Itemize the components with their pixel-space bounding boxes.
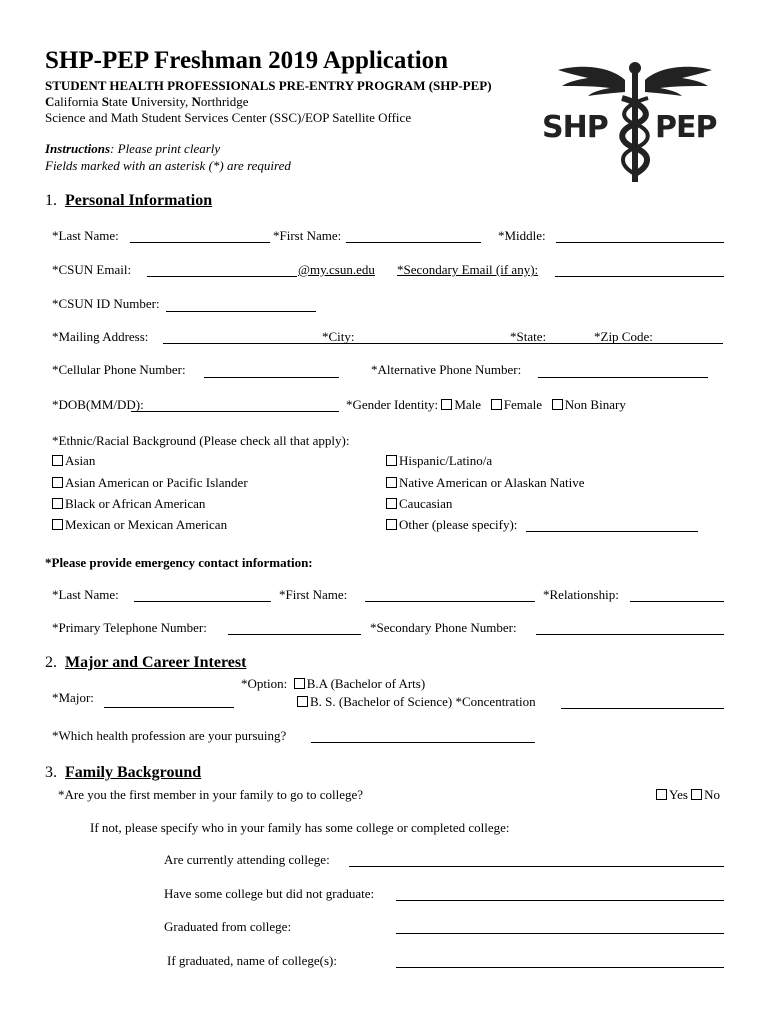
em-relationship-field[interactable] (630, 601, 724, 602)
cell-phone-label: *Cellular Phone Number: (52, 362, 186, 377)
em-relationship-label: *Relationship: (543, 587, 619, 602)
city-label: *City: (322, 329, 355, 344)
ethnic-option: Black or African American (52, 496, 205, 512)
zip-code-label: *Zip Code: (594, 329, 653, 344)
ethnic-checkbox[interactable] (52, 519, 63, 530)
yes-checkbox[interactable] (656, 789, 667, 800)
major-field[interactable] (104, 707, 234, 708)
ethnic-option: Native American or Alaskan Native (386, 475, 585, 491)
ethnic-checkbox[interactable] (386, 498, 397, 509)
em-secondary-phone-label: *Secondary Phone Number: (370, 620, 517, 635)
mailing-address-label: *Mailing Address: (52, 329, 149, 344)
ethnic-option: Caucasian (386, 496, 452, 512)
ethnic-checkbox[interactable] (52, 498, 63, 509)
section-3-heading: 3. Family Background (45, 764, 202, 781)
no-checkbox[interactable] (691, 789, 702, 800)
last-name-label: *Last Name: (52, 228, 119, 243)
university-name: California State University, Northridge (45, 94, 249, 109)
graduated-field[interactable] (396, 933, 724, 934)
program-name: STUDENT HEALTH PROFESSIONALS PRE-ENTRY PROGRAM (SHP-PEP) (45, 78, 492, 93)
csun-id-field[interactable] (166, 311, 316, 312)
some-college-field[interactable] (396, 900, 724, 901)
attending-field[interactable] (349, 866, 724, 867)
some-college-label: Have some college but did not graduate: (164, 886, 375, 901)
csun-email-field[interactable] (147, 276, 297, 277)
major-label: *Major: (52, 690, 94, 705)
secondary-email-label: *Secondary Email (if any): (397, 262, 539, 277)
em-first-name-label: *First Name: (279, 587, 348, 602)
alt-phone-field[interactable] (538, 377, 708, 378)
dob-field[interactable] (131, 411, 339, 412)
csun-email-label: *CSUN Email: (52, 262, 132, 277)
csun-id-label: *CSUN ID Number: (52, 296, 160, 311)
first-member-answer: Yes No (656, 787, 720, 803)
ethnic-checkbox[interactable] (386, 455, 397, 466)
ethnic-checkbox[interactable] (52, 455, 63, 466)
secondary-email-field[interactable] (555, 276, 724, 277)
em-primary-phone-field[interactable] (228, 634, 361, 635)
option-label: *Option: B.A (Bachelor of Arts) (241, 676, 426, 691)
ba-checkbox[interactable] (294, 678, 305, 689)
first-name-label: *First Name: (273, 228, 342, 243)
gender-identity: *Gender Identity: Male Female Non Binary (346, 397, 626, 412)
required-note: Fields marked with an asterisk (*) are required (45, 158, 291, 173)
dob-label: *DOB(MM/DD): (52, 397, 144, 412)
em-primary-phone-label: *Primary Telephone Number: (52, 620, 207, 635)
graduated-label: Graduated from college: (164, 919, 292, 934)
bs-option: B. S. (Bachelor of Science) *Concentration (297, 694, 536, 710)
ethnic-header: *Ethnic/Racial Background (Please check all that apply): (52, 433, 350, 448)
first-member-question: *Are you the first member in your family to go to college? (58, 787, 364, 802)
college-names-field[interactable] (396, 967, 724, 968)
ethnic-option: Other (please specify): (386, 517, 517, 533)
middle-label: *Middle: (498, 228, 546, 243)
alt-phone-label: *Alternative Phone Number: (371, 362, 522, 377)
logo-pep-text: PEP (655, 110, 717, 145)
gender-male-checkbox[interactable] (441, 399, 452, 410)
logo-shp-text: SHP (542, 110, 608, 145)
health-profession-label: *Which health profession are your pursuing? (52, 728, 287, 743)
em-secondary-phone-field[interactable] (536, 634, 724, 635)
ethnic-checkbox[interactable] (52, 477, 63, 488)
emergency-header: *Please provide emergency contact information: (45, 555, 313, 570)
ethnic-option: Asian (52, 453, 95, 469)
instructions: Instructions: Please print clearly (45, 141, 221, 156)
college-names-label: If graduated, name of college(s): (167, 953, 338, 968)
email-domain: @my.csun.edu (298, 262, 375, 277)
ethnic-other-field[interactable] (526, 531, 698, 532)
ethnic-option: Asian American or Pacific Islander (52, 475, 248, 491)
gender-female-checkbox[interactable] (491, 399, 502, 410)
section-2-heading: 2. Major and Career Interest (45, 654, 247, 671)
gender-nonbinary-checkbox[interactable] (552, 399, 563, 410)
ethnic-checkbox[interactable] (386, 477, 397, 488)
bs-checkbox[interactable] (297, 696, 308, 707)
cell-phone-field[interactable] (204, 377, 339, 378)
first-name-field[interactable] (346, 242, 481, 243)
state-label: *State: (510, 329, 547, 344)
concentration-field[interactable] (561, 708, 724, 709)
attending-label: Are currently attending college: (164, 852, 330, 867)
shp-pep-logo (540, 58, 730, 186)
middle-name-field[interactable] (556, 242, 724, 243)
em-first-name-field[interactable] (365, 601, 535, 602)
if-not-instruction: If not, please specify who in your family has some college or completed college: (90, 820, 510, 835)
office-name: Science and Math Student Services Center (SSC)/EOP Satellite Office (45, 110, 412, 125)
health-profession-field[interactable] (311, 742, 535, 743)
ethnic-checkbox[interactable] (386, 519, 397, 530)
last-name-field[interactable] (130, 242, 270, 243)
ethnic-option: Mexican or Mexican American (52, 517, 227, 533)
ethnic-option: Hispanic/Latino/a (386, 453, 492, 469)
em-last-name-label: *Last Name: (52, 587, 119, 602)
section-1-heading: 1. Personal Information (45, 192, 213, 209)
em-last-name-field[interactable] (134, 601, 271, 602)
form-title: SHP-PEP Freshman 2019 Application (45, 47, 449, 74)
